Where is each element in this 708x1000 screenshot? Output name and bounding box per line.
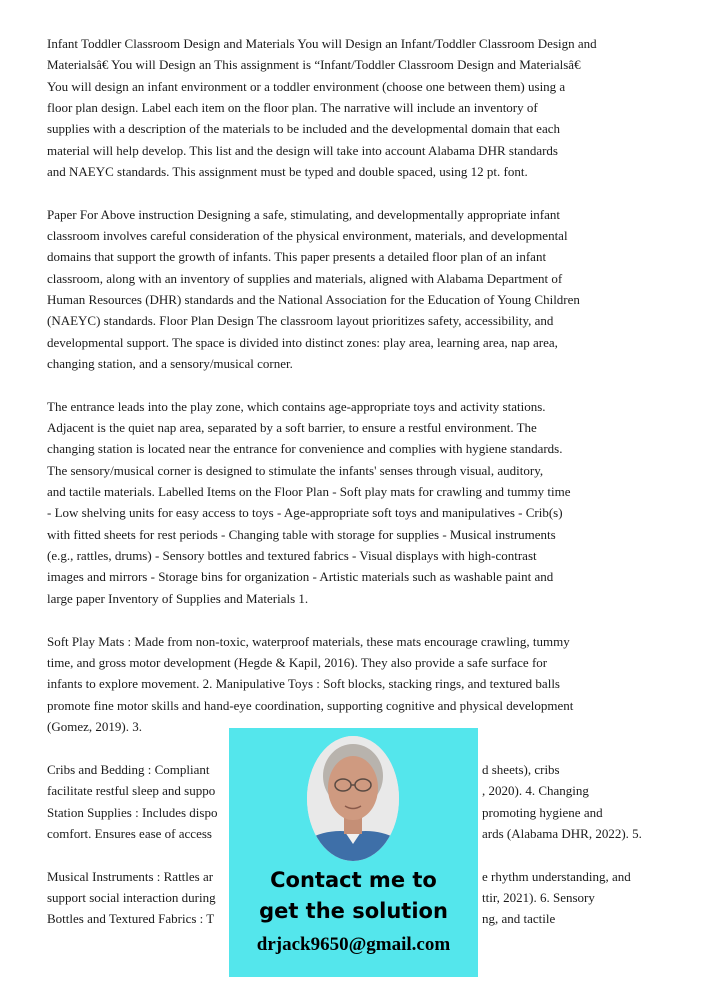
text-line-fragment: ttir, 2021). 6. Sensory (482, 890, 595, 905)
text-line: with fitted sheets for rest periods - Changing table with storage for supplies - Musical instruments (47, 527, 556, 542)
text-line: Paper For Above instruction Designing a safe, stimulating, and developmentally appropriate infant (47, 207, 561, 222)
text-line: comfort. Ensures ease of access (47, 826, 212, 841)
contact-ad-banner[interactable] (229, 728, 478, 977)
text-line: changing station is located near the entrance for convenience and complies with hygiene standards. (47, 441, 563, 456)
text-line: and NAEYC standards. This assignment must be typed and double spaced, using 12 pt. font. (47, 164, 528, 179)
text-line: Bottles and Textured Fabrics : T (47, 911, 215, 926)
text-line: developmental support. The space is divided into distinct zones: play area, learning area, nap area, (47, 335, 558, 350)
text-line: The sensory/musical corner is designed to stimulate the infants' senses through visual, auditory, (47, 463, 544, 478)
text-line: promote fine motor skills and hand-eye coordination, supporting cognitive and physical development (47, 698, 574, 713)
text-line: Adjacent is the quiet nap area, separated by a soft barrier, to ensure a restful environment. The (47, 420, 537, 435)
text-line-fragment: d sheets), cribs (482, 762, 560, 777)
text-line: Soft Play Mats : Made from non-toxic, waterproof materials, these mats encourage crawling, tummy (47, 634, 570, 649)
text-line-fragment: e rhythm understanding, and (482, 869, 631, 884)
text-line: classroom, along with an inventory of supplies and materials, aligned with Alabama Department of (47, 271, 563, 286)
text-line: and tactile materials. Labelled Items on the Floor Plan - Soft play mats for crawling and tummy time (47, 484, 571, 499)
text-line: floor plan design. Label each item on the floor plan. The narrative will include an inventory of (47, 100, 538, 115)
ad-headline-line-1: Contact me to (270, 868, 437, 892)
text-line: time, and gross motor development (Hegde & Kapil, 2016). They also provide a safe surface for (47, 655, 548, 670)
text-line: supplies with a description of the materials to be included and the developmental domain that each (47, 121, 560, 136)
text-line: material will help develop. This list and the design will take into account Alabama DHR standards (47, 143, 558, 158)
text-line: classroom involves careful consideration of the physical environment, materials, and developmental (47, 228, 568, 243)
text-line: Human Resources (DHR) standards and the National Association for the Education of Young Children (47, 292, 580, 307)
text-line-fragment: promoting hygiene and (482, 805, 603, 820)
text-line: - Low shelving units for easy access to toys - Age-appropriate soft toys and manipulatives - Crib(s) (47, 505, 563, 520)
contact-email-link[interactable]: drjack9650@gmail.com (256, 934, 451, 955)
text-line: facilitate restful sleep and suppo (47, 783, 216, 798)
text-line: Infant Toddler Classroom Design and Materials You will Design an Infant/Toddler Classroom Design and (47, 36, 597, 51)
author-photo (307, 736, 399, 861)
text-line: Station Supplies : Includes dispo (47, 805, 218, 820)
text-line: (NAEYC) standards. Floor Plan Design The classroom layout prioritizes safety, accessibility, and (47, 313, 554, 328)
ad-headline-line-2: get the solution (259, 899, 448, 923)
text-line-fragment: ards (Alabama DHR, 2022). 5. (482, 826, 642, 841)
text-line: images and mirrors - Storage bins for organization - Artistic materials such as washable paint and (47, 569, 554, 584)
text-line: Musical Instruments : Rattles ar (47, 869, 214, 884)
text-line-fragment: , 2020). 4. Changing (482, 783, 589, 798)
text-line: changing station, and a sensory/musical corner. (47, 356, 293, 371)
text-line: The entrance leads into the play zone, which contains age-appropriate toys and activity stations. (47, 399, 546, 414)
text-line-fragment: ng, and tactile (482, 911, 556, 926)
text-line: support social interaction during (47, 890, 216, 905)
text-line: (Gomez, 2019). 3. (47, 719, 142, 734)
text-line: infants to explore movement. 2. Manipulative Toys : Soft blocks, stacking rings, and textured balls (47, 676, 560, 691)
text-line: (e.g., rattles, drums) - Sensory bottles and textured fabrics - Visual displays with high-contrast (47, 548, 537, 563)
text-line: Cribs and Bedding : Compliant (47, 762, 210, 777)
text-line: Materialsâ€ You will Design an This assignment is “Infant/Toddler Classroom Design and Materialsâ€ (47, 57, 581, 72)
text-line: You will design an infant environment or a toddler environment (choose one between them) using a (47, 79, 566, 94)
text-line: large paper Inventory of Supplies and Materials 1. (47, 591, 309, 606)
text-line: domains that support the growth of infants. This paper presents a detailed floor plan of an infant (47, 249, 547, 264)
